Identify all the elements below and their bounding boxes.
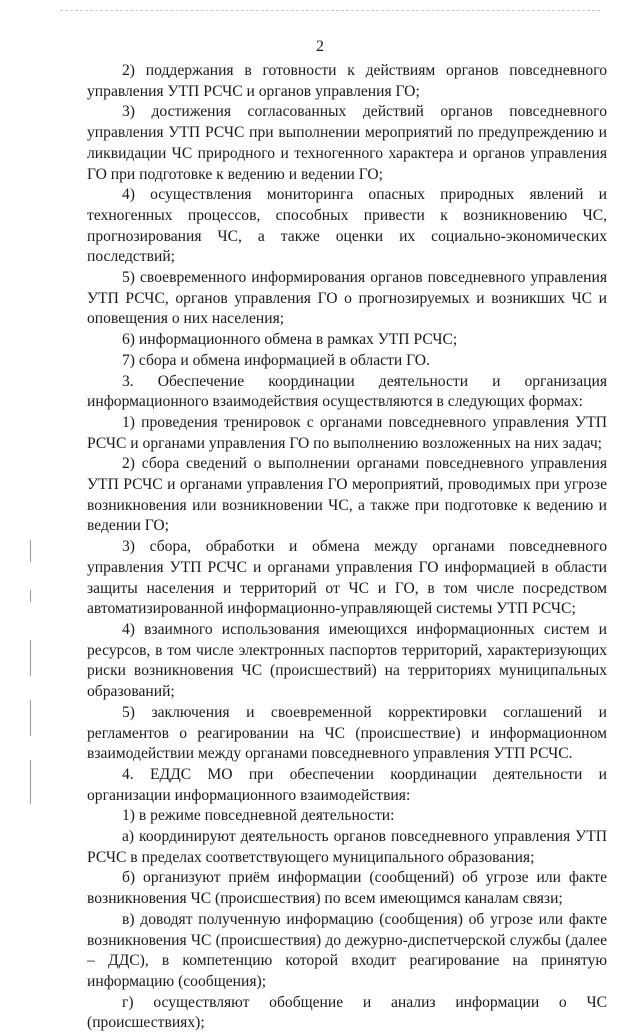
paragraph: 3. Обеспечение координации деятельности и организация информационного взаимодействия осуществляются в следующих формах: (87, 372, 607, 411)
paragraph: 1) проведения тренировок с органами повседневного управления УТП РСЧС и органами управления ГО по выполнению возложенных на них задач; (87, 413, 607, 452)
scan-mark (30, 540, 31, 562)
paragraph: а) координируют деятельность органов повседневного управления УТП РСЧС в пределах соответствующего муниципального образования; (87, 828, 607, 866)
paragraph: 5) заключения и своевременной корректировки соглашений и регламентов о реагировании на ЧС (происшествие) и информационном взаимодействии между органами повседневного управления УТП РСЧС. (87, 703, 607, 763)
paragraph: 2) сбора сведений о выполнении органами повседневного управления УТП РСЧС и органами управления ГО мероприятий, проводимых при угрозе возникновения или возникновении ЧС, а также при подготовке к ведению и ведении ГО; (87, 455, 607, 535)
page-number: 2 (316, 38, 324, 55)
paragraph: 5) своевременного информирования органов повседневного управления УТП РСЧС, органов управления ГО о прогнозируемых и возникших ЧС и оповещения о них населения; (87, 269, 607, 328)
paragraph: 4) осуществления мониторинга опасных природных явлений и техногенных процессов, способных привести к возникновению ЧС, прогнозирования ЧС, а также оценки их социально-экономических последствий; (87, 186, 607, 266)
paragraph: в) доводят полученную информацию (сообщения) об угрозе или факте возникновения ЧС (происшествия) до дежурно-диспетчерской службы (далее – ДДС), в компетенцию которой входит реагирование на принятую информацию (сообщения); (87, 910, 607, 990)
scan-margin-marks (30, 540, 36, 840)
scan-mark (30, 760, 31, 804)
paragraph: 4. ЕДДС МО при обеспечении координации деятельности и организации информационного взаимодействия: (87, 765, 607, 804)
paragraph: 1) в режиме повседневной деятельности: (122, 807, 395, 825)
paragraph: б) организуют приём информации (сообщений) об угрозе или факте возникновения ЧС (происшествия) по всем имеющимся каналам связи; (87, 869, 607, 908)
paragraph: 3) сбора, обработки и обмена между органами повседневного управления УТП РСЧС и органами управления ГО информацией в области защиты населения и территорий от ЧС и ГО, в том числе посредством автоматизированной информационно-управляющей системы УТП РСЧС; (87, 538, 607, 618)
paragraph: г) осуществляют обобщение и анализ информации о ЧС (происшествиях); (87, 993, 607, 1032)
paragraph: 3) достижения согласованных действий органов повседневного управления УТП РСЧС при выполнении мероприятий по предупреждению и ликвидации ЧС природного и техногенного характера и органов управления ГО при подготовке к ведению и ведении ГО; (87, 103, 607, 183)
scan-mark (30, 590, 31, 602)
paragraph: 7) сбора и обмена информацией в области ГО. (122, 351, 430, 369)
document-body (87, 61, 607, 1034)
paragraph: 4) взаимного использования имеющихся информационных систем и ресурсов, в том числе электронных паспортов территорий, характеризующих риски возникновения ЧС (происшествий) на территориях муниципальных образований; (87, 620, 607, 701)
scan-mark (30, 700, 31, 736)
paragraph: 6) информационного обмена в рамках УТП РСЧС; (122, 331, 458, 349)
scan-mark (30, 640, 31, 676)
scan-top-edge-marks (60, 10, 600, 15)
paragraph: 2) поддержания в готовности к действиям органов повседневного управления УТП РСЧС и органов управления ГО; (87, 62, 607, 100)
